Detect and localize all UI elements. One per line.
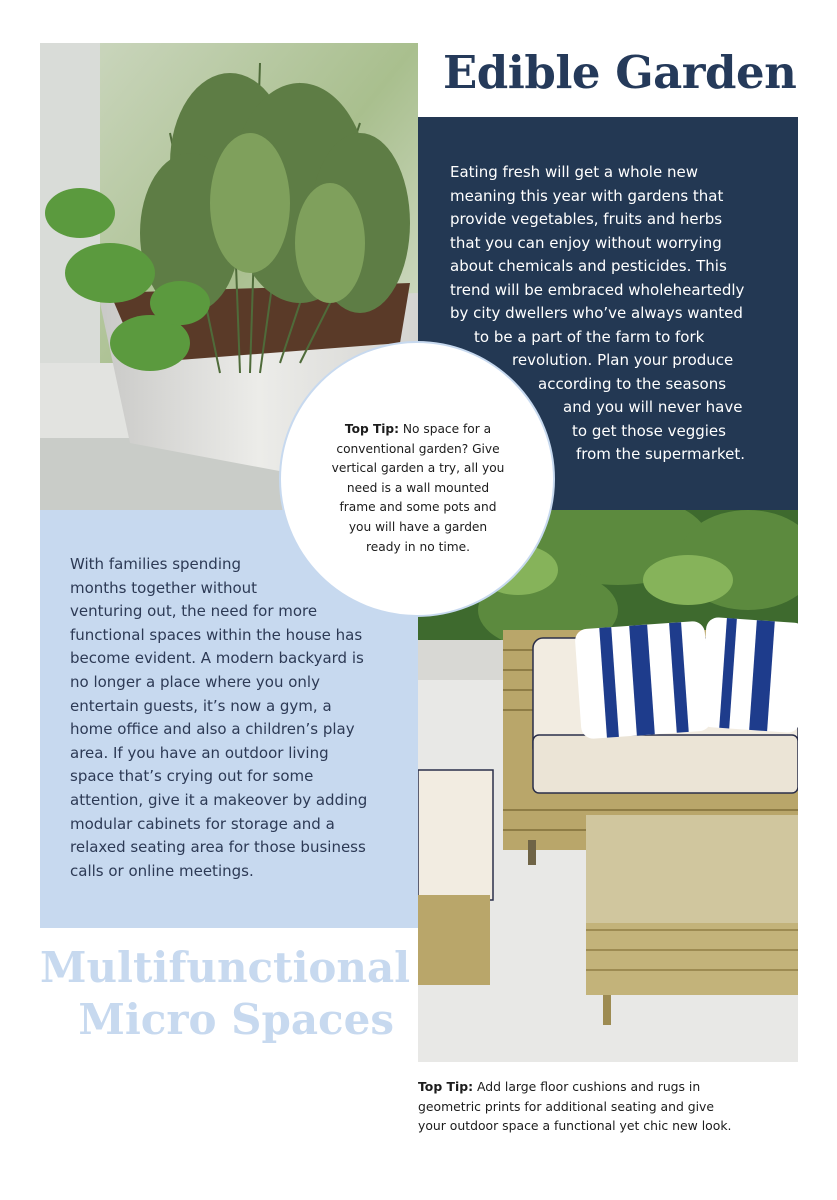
body-line: space that’s crying out for some xyxy=(70,767,314,786)
tip-line: your outdoor space a functional yet chic new look. xyxy=(418,1118,732,1133)
body-line: months together without xyxy=(70,578,258,597)
tip-line: geometric prints for additional seating and give xyxy=(418,1098,715,1114)
tip-line: ready in no time. xyxy=(366,539,470,554)
body-line: by city dwellers who’ve always wanted xyxy=(450,304,743,322)
body-line: attention, give it a makeover by adding xyxy=(70,790,368,809)
body-line: relaxed seating area for those business xyxy=(70,838,366,857)
body-line: area. If you have an outdoor living xyxy=(70,743,329,762)
body-line: Eating fresh will get a whole new xyxy=(450,163,698,181)
body-line: about chemicals and pesticides. This xyxy=(450,257,727,275)
tip-line: vertical garden a try, all you xyxy=(331,461,505,476)
body-line: from the supermarket. xyxy=(576,445,746,463)
body-line: provide vegetables, fruits and herbs xyxy=(450,210,723,228)
edible-garden-title: Edible Garden xyxy=(443,46,797,99)
body-line: meaning this year with gardens that xyxy=(450,186,724,205)
tip-line: need is a wall mounted xyxy=(346,480,490,495)
tip-label: Top Tip: xyxy=(418,1079,474,1094)
multifunctional-body xyxy=(70,553,400,883)
body-line: modular cabinets for storage and a xyxy=(70,814,335,833)
tip-label: Top Tip: xyxy=(344,422,400,436)
body-line: trend will be embraced wholeheartedly xyxy=(450,280,745,299)
multifunctional-title xyxy=(40,942,418,1046)
body-line: that you can enjoy without worrying xyxy=(450,233,722,252)
body-line: revolution. Plan your produce xyxy=(512,351,734,369)
body-line: no longer a place where you only xyxy=(70,672,320,691)
tip-line: you will have a garden xyxy=(348,519,488,534)
tip-text: No space for a xyxy=(399,422,492,436)
body-line: become evident. A modern backyard is xyxy=(70,649,364,668)
body-line: venturing out, the need for more xyxy=(70,602,318,621)
tip-text: Add large floor cushions and rugs in xyxy=(473,1079,701,1094)
body-line: to be a part of the farm to fork xyxy=(474,327,705,346)
body-line: according to the seasons xyxy=(538,374,727,393)
tip-bottom-text xyxy=(418,1077,818,1136)
tip-line: conventional garden? Give xyxy=(336,441,500,456)
body-line: With families spending xyxy=(70,555,242,573)
tip-line xyxy=(418,1077,818,1097)
tip-circle-text xyxy=(312,420,524,557)
title-line: Multifunctional xyxy=(40,943,411,992)
body-line: entertain guests, it’s now a gym, a xyxy=(70,696,332,715)
body-line: functional spaces within the house has xyxy=(70,625,363,644)
body-line: to get those veggies xyxy=(572,421,726,440)
tip-line: frame and some pots and xyxy=(339,500,497,515)
tip-line xyxy=(312,420,524,440)
title-line: Micro Spaces xyxy=(78,995,394,1044)
body-line: home office and also a children’s play xyxy=(70,720,355,739)
body-line: and you will never have xyxy=(563,398,743,416)
body-line: calls or online meetings. xyxy=(70,861,254,880)
